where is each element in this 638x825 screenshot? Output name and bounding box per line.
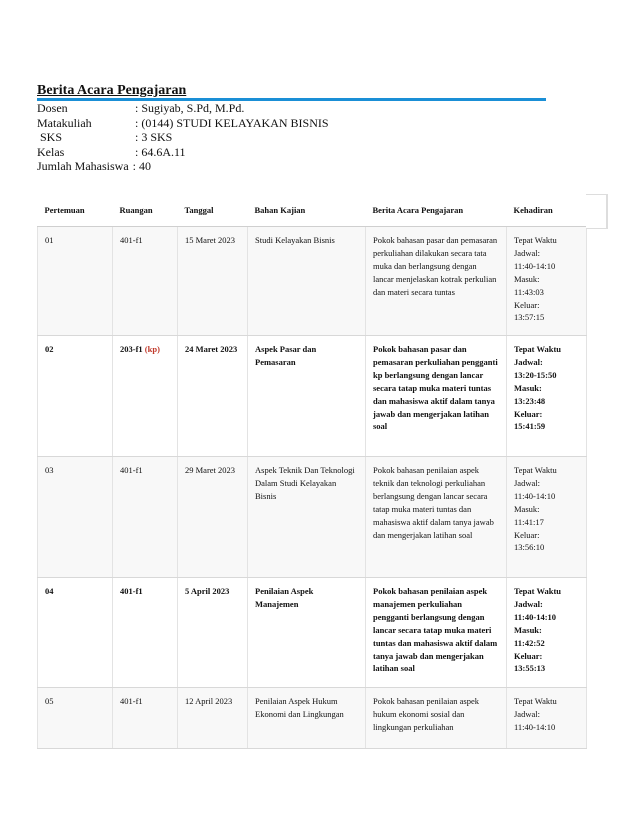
col-header-tanggal[interactable]: Tanggal <box>178 194 248 227</box>
attendance-line: Masuk: <box>514 503 540 514</box>
cell-tanggal: 12 April 2023 <box>178 688 248 749</box>
cell-bahan-kajian: Penilaian Aspek Hukum Ekonomi dan Lingkungan <box>248 688 366 749</box>
attendance-line: 11:40-14:10 <box>514 611 557 622</box>
attendance-line: 13:55:13 <box>514 663 546 674</box>
attendance-line: Jadwal: <box>514 247 540 258</box>
room-label: 401-f1 <box>120 696 143 706</box>
info-label: Kelas <box>37 144 65 159</box>
attendance-line: 11:40-14:10 <box>514 260 556 271</box>
attendance-line: 11:40-14:10 <box>514 721 556 732</box>
room-label: 203-f1 <box>120 344 143 354</box>
info-label: Matakuliah <box>37 115 92 130</box>
col-header-berita-acara[interactable]: Berita Acara Pengajaran <box>366 194 507 227</box>
cell-ruangan <box>113 457 178 578</box>
header-scroll-edge <box>586 194 608 229</box>
cell-berita-acara: Pokok bahasan pasar dan pemasaran perkuliahan dilakukan secara tata muka dan berlangsung dengan lancar menjelaskan kotrak perkulian dan materi secara tuntas <box>366 227 507 336</box>
cell-bahan-kajian: Aspek Pasar dan Pemasaran <box>248 336 366 457</box>
info-row-matakuliah <box>37 116 329 131</box>
table-row <box>38 336 587 457</box>
attendance-line: 13:23:48 <box>514 395 546 406</box>
cell-pertemuan: 03 <box>38 457 113 578</box>
cell-ruangan <box>113 688 178 749</box>
info-label: Dosen <box>37 101 68 115</box>
cell-pertemuan: 02 <box>38 336 113 457</box>
kp-badge: (kp) <box>144 344 160 354</box>
attendance-line: 11:40-14:10 <box>514 490 556 501</box>
attendance-line: Jadwal: <box>514 598 543 609</box>
room-label: 401-f1 <box>120 465 143 475</box>
info-label: SKS <box>37 130 63 144</box>
room-label: 401-f1 <box>120 235 143 245</box>
attendance-line: 13:20-15:50 <box>514 369 557 380</box>
table-row <box>38 688 587 749</box>
page-title: Berita Acara Pengajaran <box>37 83 187 98</box>
table-row <box>38 457 587 578</box>
attendance-line: Tepat Waktu <box>514 344 562 354</box>
attendance-line: Keluar: <box>514 650 543 661</box>
table-row <box>38 227 587 336</box>
cell-tanggal: 29 Maret 2023 <box>178 457 248 578</box>
cell-pertemuan: 04 <box>38 578 113 688</box>
cell-berita-acara: Pokok bahasan pasar dan pemasaran perkuliahan pengganti kp berlangsung dengan lancar secara tatap muka materi tuntas dan mahasiswa aktif dalam tanya jawab dan mengerjakan latihan soal <box>366 336 507 457</box>
teaching-record-table-container <box>37 194 606 749</box>
info-value: : 40 <box>132 159 151 173</box>
cell-berita-acara: Pokok bahasan penilaian aspek manajemen perkuliahan pengganti berlangsung dengan lancar secara tatap muka materi tuntas dan mahasiswa aktif dalam tanya jawab dan mengerjakan latihan soal <box>366 578 507 688</box>
attendance-line: Tepat Waktu <box>514 235 557 245</box>
cell-tanggal: 24 Maret 2023 <box>178 336 248 457</box>
attendance-line: Masuk: <box>514 624 542 635</box>
col-header-pertemuan[interactable]: Pertemuan <box>38 194 113 227</box>
cell-pertemuan: 01 <box>38 227 113 336</box>
info-row-kelas <box>37 145 329 160</box>
course-info <box>37 101 329 174</box>
cell-berita-acara: Pokok bahasan penilaian aspek hukum ekonomi sosial dan lingkungan perkuliahan <box>366 688 507 749</box>
cell-bahan-kajian: Studi Kelayakan Bisnis <box>248 227 366 336</box>
attendance-line: 13:56:10 <box>514 542 545 553</box>
cell-pertemuan: 05 <box>38 688 113 749</box>
attendance-line: Keluar: <box>514 529 540 540</box>
info-row-jumlah-mahasiswa <box>37 159 329 174</box>
col-header-ruangan[interactable]: Ruangan <box>113 194 178 227</box>
attendance-line: 11:42:52 <box>514 637 545 648</box>
col-header-kehadiran[interactable]: Kehadiran <box>507 194 587 227</box>
attendance-line: Keluar: <box>514 408 543 419</box>
cell-tanggal: 15 Maret 2023 <box>178 227 248 336</box>
cell-kehadiran <box>507 688 587 749</box>
info-value: : 3 SKS <box>135 130 173 144</box>
attendance-line: Jadwal: <box>514 708 540 719</box>
attendance-line: Jadwal: <box>514 356 543 367</box>
info-row-sks <box>37 130 329 145</box>
table-row <box>38 578 587 688</box>
cell-berita-acara: Pokok bahasan penilaian aspek teknik dan teknologi perkuliahan berlangsung dengan lancar secara tatap muka materi tuntas dan mahasiswa aktif dalam tanya jawab dan mengerjakan latihan soal <box>366 457 507 578</box>
attendance-line: Masuk: <box>514 382 542 393</box>
table-header-row <box>38 194 587 227</box>
info-value: : 64.6A.11 <box>135 144 186 159</box>
info-label: Jumlah Mahasiswa <box>37 159 129 173</box>
cell-kehadiran <box>507 336 587 457</box>
attendance-line: Masuk: <box>514 273 540 284</box>
room-label: 401-f1 <box>120 586 143 596</box>
attendance-line: 15:41:59 <box>514 421 546 432</box>
teaching-record-table <box>37 194 587 749</box>
info-value: : Sugiyab, S.Pd, M.Pd. <box>135 101 245 115</box>
attendance-line: 11:43:03 <box>514 286 544 297</box>
cell-ruangan <box>113 578 178 688</box>
info-value: : (0144) STUDI KELAYAKAN BISNIS <box>135 115 329 130</box>
attendance-line: 13:57:15 <box>514 312 545 323</box>
cell-kehadiran <box>507 578 587 688</box>
attendance-line: Jadwal: <box>514 477 540 488</box>
attendance-line: Keluar: <box>514 299 540 310</box>
cell-tanggal: 5 April 2023 <box>178 578 248 688</box>
cell-bahan-kajian: Penilaian Aspek Manajemen <box>248 578 366 688</box>
col-header-bahan-kajian[interactable]: Bahan Kajian <box>248 194 366 227</box>
attendance-line: Tepat Waktu <box>514 465 557 475</box>
attendance-line: Tepat Waktu <box>514 586 562 596</box>
cell-kehadiran <box>507 227 587 336</box>
info-row-dosen <box>37 101 329 116</box>
cell-ruangan <box>113 336 178 457</box>
attendance-line: 11:41:17 <box>514 516 544 527</box>
cell-bahan-kajian: Aspek Teknik Dan Teknologi Dalam Studi Kelayakan Bisnis <box>248 457 366 578</box>
cell-ruangan <box>113 227 178 336</box>
attendance-line: Tepat Waktu <box>514 696 557 706</box>
cell-kehadiran <box>507 457 587 578</box>
